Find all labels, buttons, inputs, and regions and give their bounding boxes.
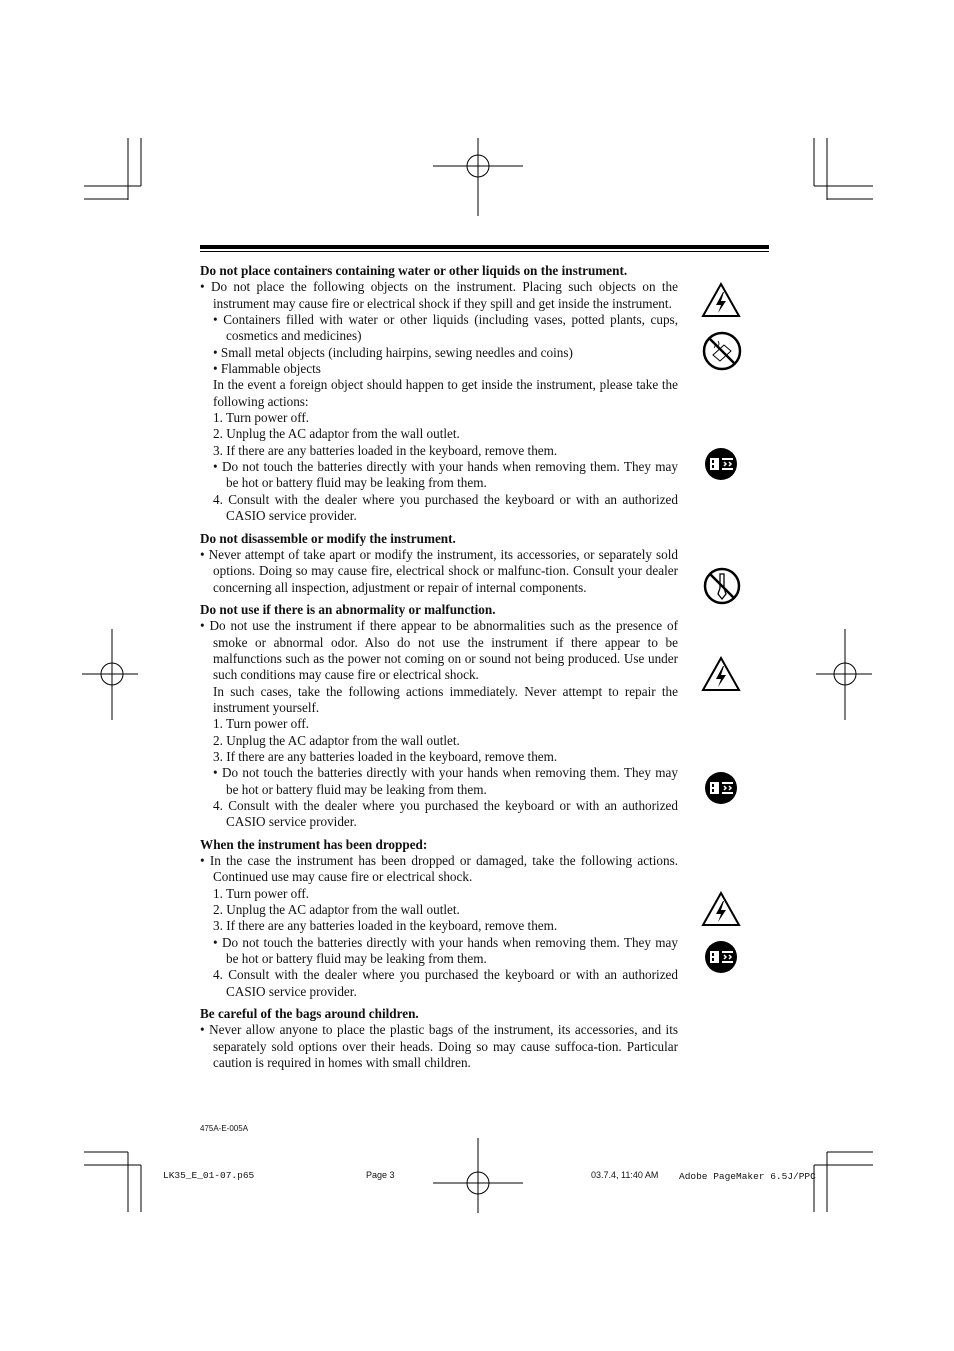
sub-bullet-item: • Do not touch the batteries directly with your hands when removing them. They may be hot or battery fluid may be leaking from them.: [213, 934, 678, 967]
step: 2. Unplug the AC adaptor from the wall outlet.: [213, 732, 460, 748]
registration-mark-top: [428, 118, 528, 218]
step: 3. If there are any batteries loaded in the keyboard, remove them.: [213, 748, 558, 764]
footer-file: LK35_E_01-07.p65: [163, 1170, 255, 1181]
step: 1. Turn power off.: [213, 716, 310, 732]
bullet-item: • Do not place the following objects on the instrument. Placing such objects on the instrument may cause fire or electrical shock if they spill and get inside the instrument.: [200, 279, 678, 311]
step: 1. Turn power off.: [213, 410, 310, 426]
no-disassembly-icon: [702, 566, 742, 606]
unplug-icon: [704, 940, 738, 974]
registration-mark-bottom: [428, 1133, 528, 1233]
section-heading: Do not place containers containing water or other liquids on the instrument.: [200, 263, 628, 278]
step: 4. Consult with the dealer where you purchased the keyboard or with an authorized CASIO service provider.: [213, 491, 678, 524]
no-water-icon: [702, 331, 742, 371]
step: 1. Turn power off.: [213, 885, 310, 901]
paragraph: In the event a foreign object should happen to get inside the instrument, please take the following actions:: [213, 377, 678, 409]
sub-bullet-item: • Do not touch the batteries directly with your hands when removing them. They may be hot or battery fluid may be leaking from them.: [213, 765, 678, 797]
step: 4. Consult with the dealer where you purchased the keyboard or with an authorized CASIO service provider.: [213, 967, 678, 999]
registration-mark-left: [80, 626, 140, 726]
footer-app: Adobe PageMaker 6.5J/PPC: [679, 1171, 816, 1182]
bullet-item: • Do not use the instrument if there appear to be abnormalities such as the presence of smoke or abnormal odor. Also do not use the instrument if there appear to be malfunctions such as the power not coming on or sound not being produced. Use under such conditions may cause fire or electrical shock.: [200, 618, 678, 683]
registration-mark-right: [814, 626, 874, 726]
doc-code: 475A-E-005A: [200, 1124, 249, 1133]
header-rule: [200, 245, 769, 249]
header-rule-thin: [200, 251, 769, 252]
sub-bullet-item: • Small metal objects (including hairpins, sewing needles and coins): [213, 344, 573, 360]
section-heading: Be careful of the bags around children.: [200, 1006, 419, 1022]
sub-bullet-item: • Containers filled with water or other liquids (including vases, potted plants, cups, cosmetics and medicines): [213, 312, 678, 344]
section-heading: Do not use if there is an abnormality or malfunction.: [200, 601, 496, 617]
main-content: [200, 263, 678, 1072]
shock-warning-icon: [701, 282, 741, 318]
step: 3. If there are any batteries loaded in the keyboard, remove them.: [213, 918, 558, 934]
step: 2. Unplug the AC adaptor from the wall outlet.: [213, 902, 460, 918]
footer-datetime: 03.7.4, 11:40 AM: [591, 1170, 659, 1180]
bullet-item: • Never attempt of take apart or modify the instrument, its accessories, or separately sold options. Doing so may cause fire, electrical shock or malfunc-tion. Consult your dealer concerning all inspection, adjustment or repair of internal components.: [200, 546, 678, 595]
shock-warning-icon: [701, 656, 741, 692]
unplug-icon: [704, 771, 738, 805]
bullet-item: • In the case the instrument has been dropped or damaged, take the following actions. Continued use may cause fire or electrical shock.: [200, 853, 678, 885]
step: 2. Unplug the AC adaptor from the wall outlet.: [213, 426, 460, 442]
sub-bullet-item: • Do not touch the batteries directly with your hands when removing them. They may be hot or battery fluid may be leaking from them.: [213, 459, 678, 491]
section-heading: Do not disassemble or modify the instrument.: [200, 530, 456, 546]
bullet-item: • Never allow anyone to place the plastic bags of the instrument, its accessories, and its separately sold options over their heads. Doing so may cause suffoca-tion. Particular caution is required in homes with small children.: [200, 1022, 679, 1071]
shock-warning-icon: [701, 891, 741, 927]
sub-bullet-item: • Flammable objects: [213, 361, 321, 377]
footer-page: Page 3: [366, 1170, 395, 1180]
unplug-icon: [704, 447, 738, 481]
step: 4. Consult with the dealer where you purchased the keyboard or with an authorized CASIO service provider.: [213, 798, 678, 830]
section-heading: When the instrument has been dropped:: [200, 836, 428, 852]
paragraph: In such cases, take the following actions immediately. Never attempt to repair the instrument yourself.: [213, 683, 678, 715]
step: 3. If there are any batteries loaded in the keyboard, remove them.: [213, 442, 558, 458]
